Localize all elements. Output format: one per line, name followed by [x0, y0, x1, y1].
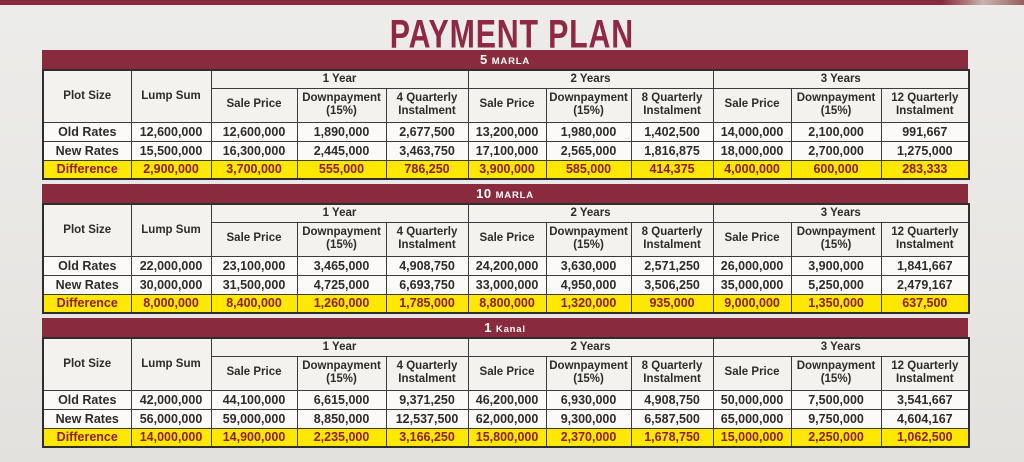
- year-group-header: 3 Years: [713, 338, 969, 356]
- cell-value: 23,100,000: [211, 256, 297, 275]
- subheader-sale-price: Sale Price: [468, 88, 546, 122]
- subheader-sale-price: Sale Price: [713, 88, 791, 122]
- year-group-header: 3 Years: [713, 204, 969, 222]
- cell-value: 24,200,000: [468, 256, 546, 275]
- cell-value: 3,630,000: [546, 256, 631, 275]
- subheader-downpayment: Downpayment (15%): [297, 88, 386, 122]
- col-header-plot-size: Plot Size: [43, 204, 131, 256]
- cell-value: 26,000,000: [713, 256, 791, 275]
- cell-value: 46,200,000: [468, 390, 546, 409]
- cell-value: 786,250: [386, 160, 468, 179]
- subheader-downpayment: Downpayment (15%): [546, 356, 631, 390]
- cell-value: 15,000,000: [713, 428, 791, 447]
- cell-value: 4,725,000: [297, 275, 386, 294]
- cell-value: 935,000: [631, 294, 713, 313]
- cell-value: 56,000,000: [131, 409, 211, 428]
- cell-value: 414,375: [631, 160, 713, 179]
- year-group-header: 2 Years: [468, 338, 713, 356]
- band-unit: MARLA: [495, 190, 534, 201]
- header-group-row: [43, 338, 969, 356]
- difference-row: [43, 160, 969, 179]
- cell-value: 1,402,500: [631, 122, 713, 141]
- payment-table: [42, 337, 970, 448]
- cell-value: 2,571,250: [631, 256, 713, 275]
- year-group-header: 1 Year: [211, 70, 468, 88]
- cell-value: 6,930,000: [546, 390, 631, 409]
- cell-value: 16,300,000: [211, 141, 297, 160]
- cell-value: 1,260,000: [297, 294, 386, 313]
- cell-value: 637,500: [881, 294, 969, 313]
- subheader-sale-price: Sale Price: [713, 356, 791, 390]
- cell-value: 59,000,000: [211, 409, 297, 428]
- subheader-sale-price: Sale Price: [211, 356, 297, 390]
- subheader-instalment: 8 Quarterly Instalment: [631, 356, 713, 390]
- cell-value: 9,000,000: [713, 294, 791, 313]
- cell-value: 14,000,000: [131, 428, 211, 447]
- cell-value: 33,000,000: [468, 275, 546, 294]
- row-label: New Rates: [43, 275, 131, 294]
- band-unit: MARLA: [491, 56, 531, 67]
- cell-value: 3,166,250: [386, 428, 468, 447]
- subheader-sale-price: Sale Price: [468, 222, 546, 256]
- cell-value: 65,000,000: [713, 409, 791, 428]
- table-row: [43, 256, 969, 275]
- subheader-instalment: 12 Quarterly Instalment: [881, 356, 969, 390]
- difference-row: [43, 294, 969, 313]
- cell-value: 1,275,000: [881, 141, 969, 160]
- difference-row: [43, 428, 969, 447]
- cell-value: 2,479,167: [881, 275, 969, 294]
- cell-value: 2,445,000: [297, 141, 386, 160]
- cell-value: 6,587,500: [631, 409, 713, 428]
- subheader-downpayment: Downpayment (15%): [791, 88, 881, 122]
- subheader-sale-price: Sale Price: [468, 356, 546, 390]
- title-wrap: [0, 0, 1024, 57]
- cell-value: 9,750,000: [791, 409, 881, 428]
- page-title: PAYMENT PLAN: [389, 12, 635, 57]
- year-group-header: 1 Year: [211, 204, 468, 222]
- subheader-sale-price: Sale Price: [713, 222, 791, 256]
- subheader-instalment: 4 Quarterly Instalment: [386, 222, 468, 256]
- cell-value: 62,000,000: [468, 409, 546, 428]
- sections: [42, 50, 968, 448]
- subheader-downpayment: Downpayment (15%): [546, 88, 631, 122]
- table-row: [43, 141, 969, 160]
- cell-value: 8,000,000: [131, 294, 211, 313]
- cell-value: 1,816,875: [631, 141, 713, 160]
- cell-value: 6,693,750: [386, 275, 468, 294]
- band-number: 5: [479, 52, 488, 67]
- subheader-downpayment: Downpayment (15%): [791, 222, 881, 256]
- cell-value: 3,900,000: [791, 256, 881, 275]
- plot-section: [42, 318, 968, 448]
- cell-value: 4,604,167: [881, 409, 969, 428]
- cell-value: 6,615,000: [297, 390, 386, 409]
- row-label: Old Rates: [43, 256, 131, 275]
- table-row: [43, 275, 969, 294]
- band-number: 10: [476, 186, 492, 201]
- year-group-header: 2 Years: [468, 70, 713, 88]
- cell-value: 1,062,500: [881, 428, 969, 447]
- cell-value: 4,908,750: [386, 256, 468, 275]
- top-accent-strip: [0, 0, 1024, 5]
- cell-value: 50,000,000: [713, 390, 791, 409]
- subheader-instalment: 12 Quarterly Instalment: [881, 88, 969, 122]
- row-label: Difference: [43, 294, 131, 313]
- row-label: New Rates: [43, 409, 131, 428]
- cell-value: 9,300,000: [546, 409, 631, 428]
- cell-value: 44,100,000: [211, 390, 297, 409]
- cell-value: 3,541,667: [881, 390, 969, 409]
- cell-value: 600,000: [791, 160, 881, 179]
- cell-value: 3,506,250: [631, 275, 713, 294]
- year-group-header: 1 Year: [211, 338, 468, 356]
- cell-value: 12,537,500: [386, 409, 468, 428]
- cell-value: 2,700,000: [791, 141, 881, 160]
- cell-value: 2,677,500: [386, 122, 468, 141]
- cell-value: 8,850,000: [297, 409, 386, 428]
- cell-value: 12,600,000: [131, 122, 211, 141]
- cell-value: 1,890,000: [297, 122, 386, 141]
- cell-value: 3,900,000: [468, 160, 546, 179]
- cell-value: 2,370,000: [546, 428, 631, 447]
- cell-value: 2,250,000: [791, 428, 881, 447]
- cell-value: 555,000: [297, 160, 386, 179]
- table-row: [43, 390, 969, 409]
- cell-value: 1,320,000: [546, 294, 631, 313]
- section-band: [42, 318, 968, 337]
- cell-value: 1,350,000: [791, 294, 881, 313]
- cell-value: 15,500,000: [131, 141, 211, 160]
- col-header-lump-sum: Lump Sum: [131, 338, 211, 390]
- cell-value: 585,000: [546, 160, 631, 179]
- subheader-instalment: 8 Quarterly Instalment: [631, 222, 713, 256]
- cell-value: 2,565,000: [546, 141, 631, 160]
- cell-value: 35,000,000: [713, 275, 791, 294]
- cell-value: 30,000,000: [131, 275, 211, 294]
- cell-value: 13,200,000: [468, 122, 546, 141]
- cell-value: 17,100,000: [468, 141, 546, 160]
- payment-table: [42, 69, 970, 180]
- subheader-instalment: 4 Quarterly Instalment: [386, 356, 468, 390]
- cell-value: 42,000,000: [131, 390, 211, 409]
- subheader-sale-price: Sale Price: [211, 222, 297, 256]
- subheader-instalment: 8 Quarterly Instalment: [631, 88, 713, 122]
- cell-value: 31,500,000: [211, 275, 297, 294]
- year-group-header: 2 Years: [468, 204, 713, 222]
- col-header-lump-sum: Lump Sum: [131, 204, 211, 256]
- cell-value: 8,800,000: [468, 294, 546, 313]
- section-band: [42, 184, 968, 203]
- plot-section: [42, 50, 968, 180]
- cell-value: 3,465,000: [297, 256, 386, 275]
- cell-value: 2,235,000: [297, 428, 386, 447]
- header-group-row: [43, 204, 969, 222]
- col-header-lump-sum: Lump Sum: [131, 70, 211, 122]
- cell-value: 1,678,750: [631, 428, 713, 447]
- cell-value: 8,400,000: [211, 294, 297, 313]
- band-unit: Kanal: [495, 324, 526, 335]
- row-label: New Rates: [43, 141, 131, 160]
- cell-value: 991,667: [881, 122, 969, 141]
- subheader-downpayment: Downpayment (15%): [791, 356, 881, 390]
- cell-value: 12,600,000: [211, 122, 297, 141]
- cell-value: 22,000,000: [131, 256, 211, 275]
- table-row: [43, 409, 969, 428]
- col-header-plot-size: Plot Size: [43, 70, 131, 122]
- band-number: 1: [484, 320, 492, 335]
- cell-value: 4,000,000: [713, 160, 791, 179]
- subheader-instalment: 12 Quarterly Instalment: [881, 222, 969, 256]
- cell-value: 18,000,000: [713, 141, 791, 160]
- subheader-instalment: 4 Quarterly Instalment: [386, 88, 468, 122]
- subheader-downpayment: Downpayment (15%): [297, 356, 386, 390]
- row-label: Old Rates: [43, 122, 131, 141]
- cell-value: 4,908,750: [631, 390, 713, 409]
- cell-value: 1,841,667: [881, 256, 969, 275]
- cell-value: 4,950,000: [546, 275, 631, 294]
- row-label: Difference: [43, 160, 131, 179]
- header-group-row: [43, 70, 969, 88]
- col-header-plot-size: Plot Size: [43, 338, 131, 390]
- cell-value: 283,333: [881, 160, 969, 179]
- row-label: Difference: [43, 428, 131, 447]
- cell-value: 2,900,000: [131, 160, 211, 179]
- cell-value: 3,463,750: [386, 141, 468, 160]
- cell-value: 15,800,000: [468, 428, 546, 447]
- row-label: Old Rates: [43, 390, 131, 409]
- cell-value: 14,900,000: [211, 428, 297, 447]
- cell-value: 9,371,250: [386, 390, 468, 409]
- cell-value: 2,100,000: [791, 122, 881, 141]
- cell-value: 7,500,000: [791, 390, 881, 409]
- subheader-downpayment: Downpayment (15%): [546, 222, 631, 256]
- subheader-sale-price: Sale Price: [211, 88, 297, 122]
- plot-section: [42, 184, 968, 314]
- cell-value: 5,250,000: [791, 275, 881, 294]
- cell-value: 14,000,000: [713, 122, 791, 141]
- table-row: [43, 122, 969, 141]
- cell-value: 3,700,000: [211, 160, 297, 179]
- cell-value: 1,785,000: [386, 294, 468, 313]
- year-group-header: 3 Years: [713, 70, 969, 88]
- cell-value: 1,980,000: [546, 122, 631, 141]
- payment-table: [42, 203, 970, 314]
- subheader-downpayment: Downpayment (15%): [297, 222, 386, 256]
